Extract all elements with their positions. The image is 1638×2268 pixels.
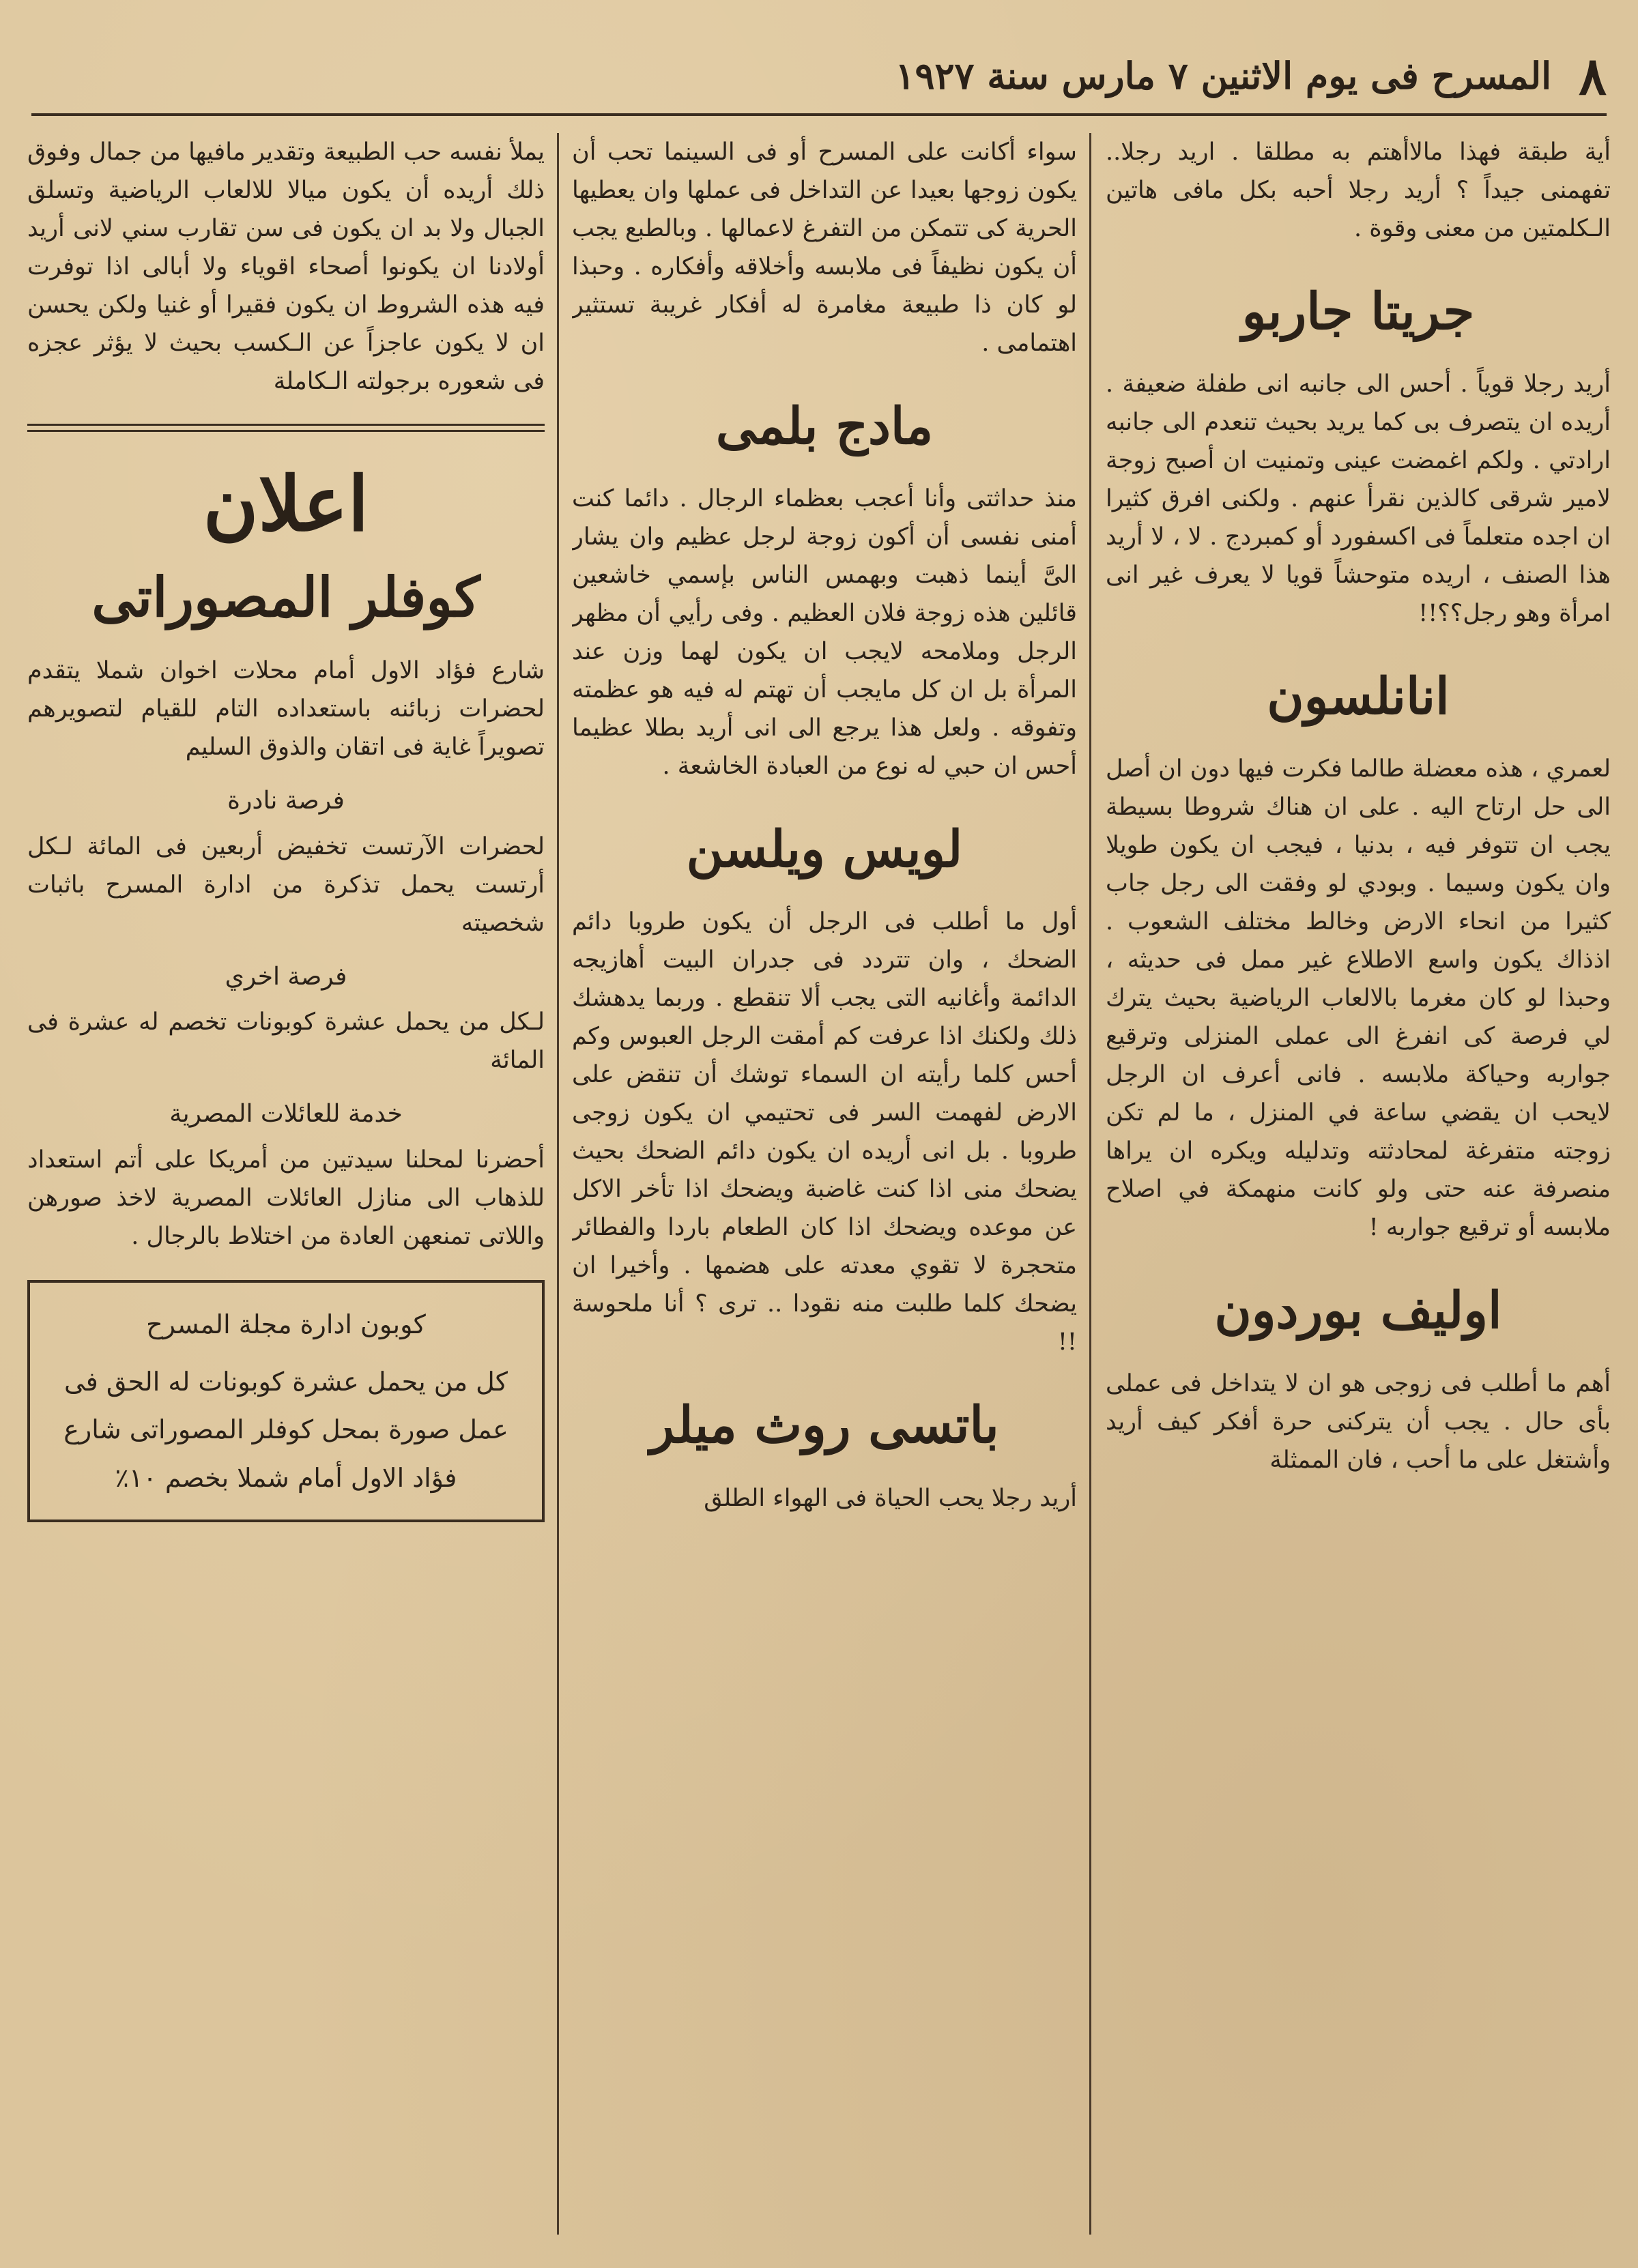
col2-intro: سواء أكانت على المسرح أو فى السينما تحب أن يكون زوجها بعيدا عن التداخل فى عملها وان يعطيها الحرية كى تتمكن من التفرغ لاعمالها . وبالطبع يجب أن يكون نظيفاً فى ملابسه وأخلاقه وأفكاره . وحبذا لو كان ذا طبيعة مغامرة له أفكار غريبة تستثير اهتمامى . — [572, 139, 1077, 357]
column-rule — [1089, 133, 1091, 2235]
section-text-anna-nilsson: لعمري ، هذه معضلة طالما فكرت فيها دون ان أصل الى حل ارتاح اليه . على ان هناك شروطا بسيطة يجب ان تتوفر فيه ، بدنيا ، فيجب ان يكون طويلا وان يكون وسيما . وبودي لو وفقت الى رجل جاب كثيرا من انحاء الارض وخالط مختلف الشعوب . اذذاك يكون واسع الاطلاع غير ممل فى حديثه ، وحبذا لو كان مغرما بالالعاب الرياضية بحيث يترك لي فرصة كى انفرغ الى عملى المنزلى وترقيع جواربه وحياكة ملابسه . فانى أعرف ان الرجل لايحب ان يقضي ساعة في المنزل ، ما لم تكن زوجته متفرغة لمحادثته وتدليله ويكره ان يراها منصرفة عنه حتى ولو كانت منهمكة في اصلاح ملابسه أو ترقيع جواربه ! — [1106, 755, 1611, 1242]
section-text-patsy-ruth-miller: أريد رجلا يحب الحياة فى الهواء الطلق — [704, 1484, 1077, 1512]
section-heading-olive-borden: اوليف بوردون — [1214, 1281, 1502, 1341]
coupon-text: كل من يحمل عشرة كوبونات له الحق فى عمل صورة بمحل كوفلر المصوراتى شارع فؤاد الاول أمام شملا بخصم ١٠٪ — [63, 1367, 508, 1493]
section-heading-anna-nilsson: انانلسون — [1267, 667, 1450, 727]
offer2-text: لـكل من يحمل عشرة كوبونات تخصم له عشرة فى المائة — [27, 1008, 545, 1075]
col1-intro: أية طبقة فهذا مالاأهتم به مطلقا . اريد رجلا.. تفهمنى جيداً ؟ أريد رجلا أحبه بكل مافى هاتين الـكلمتين من معنى وقوة . — [1106, 139, 1611, 242]
service-heading: خدمة للعائلات المصرية — [169, 1100, 403, 1129]
col3-intro: يملأ نفسه حب الطبيعة وتقدير مافيها من جمال وفوق ذلك أريده أن يكون ميالا للالعاب الرياضية وتسلق الجبال ولا بد ان يكون فى سن تقارب سني لانى أريد أولادنا ان يكونوا أصحاء اقوياء ولا أبالى اذا توفرت فيه هذه الشروط ان يكون فقيرا أو غنيا ولكن يحسن ان لا يكون عاجزاً عن الـكسب بحيث لا يؤثر عجزه فى شعوره برجولته الـكاملة — [27, 139, 545, 395]
column-rule — [557, 133, 559, 2235]
section-heading-greta-garbo: جريتا جاربو — [1241, 282, 1475, 341]
coupon-box — [27, 1280, 545, 1522]
ad-address: شارع فؤاد الاول أمام محلات اخوان شملا يتقدم لحضرات زبائنه باستعداده التام للقيام لتصويرهم تصويراً غاية فى اتقان والذوق السليم — [27, 657, 545, 761]
ad-divider — [27, 424, 545, 432]
section-text-olive-borden: أهم ما أطلب فى زوجى هو ان لا يتداخل فى عملى بأى حال . يجب أن يتركنى حرة أفكر كيف أريد وأشتغل على ما أحب ، فان الممثلة — [1106, 1369, 1611, 1474]
offer1-heading: فرصة نادرة — [227, 787, 345, 815]
offer1-text: لحضرات الآرتست تخفيض أربعين فى المائة لـكل أرتست يحمل تذكرة من ادارة المسرح باثبات شخصيته — [27, 832, 545, 937]
column-right — [1106, 133, 1611, 2235]
header-rule — [31, 113, 1607, 116]
section-text-lois-wilson: أول ما أطلب فى الرجل أن يكون طروبا دائم الضحك ، وان تتردد فى جدران البيت أهازيجه الدائمة وأغانيه التى يجب ألا تنقطع . وربما يدهشك ذلك ولكنك اذا عرفت كم أمقت الرجل العبوس وكم أحس كلما رأيته ان السماء توشك أن تنقض على الارض لفهمت السر فى تحتيمي ان يكون زوجى طروبا . بل انى أريده ان يكون دائم الضحك بحيث يضحك منى اذا كنت غاضبة ويضحك اذا تأخر الاكل عن موعده ويضحك اذا كان الطعام باردا والفطائر متحجرة لا تقوي معدته على هضمها . وأخيرا ان يضحك كلما طلبت منه نقودا .. ترى ؟ أنا ملحوسة !! — [572, 908, 1077, 1356]
page-number: ٨ — [1579, 45, 1607, 106]
section-text-madge-bellamy: منذ حداثتى وأنا أعجب بعظماء الرجال . دائما كنت أمنى نفسى أن أكون زوجة لرجل عظيم وان يشار الىَّ أينما ذهبت وبهمس الناس بإسمي خاشعين قائلين هذه زوجة فلان العظيم . وفى رأيي أن مظهر الرجل وملامحه لايجب ان يكون لهما وزن عند المرأة بل ان كل مايجب أن تهتم له فيه هو عظمته وتفوقه . ولعل هذا يرجع الى انى أريد بطلا عظيما أحس ان حبي له نوع من العبادة الخاشعة . — [572, 485, 1077, 781]
column-left — [27, 133, 545, 2235]
column-middle — [572, 133, 1077, 2235]
ad-brand: كوفلر المصوراتى — [91, 565, 480, 629]
coupon-title: كوبون ادارة مجلة المسرح — [146, 1309, 426, 1339]
page-header — [31, 38, 1607, 113]
offer2-heading: فرصة اخري — [225, 962, 347, 991]
section-heading-madge-bellamy: مادج بلمى — [715, 397, 934, 456]
header-title: المسرح فى يوم الاثنين ٧ مارس سنة ١٩٢٧ — [895, 54, 1552, 98]
section-text-greta-garbo: أريد رجلا قوياً . أحس الى جانبه انى طفلة ضعيفة . أريده ان يتصرف بى كما يريد بحيث تنعدم الى جانبه ارادتي . ولكم اغمضت عينى وتمنيت ان أصبح زوجة لامير شرقى كالذين نقرأ عنهم . ولكنى افرق كثيرا ان اجده متعلماً فى اكسفورد أو كمبردج . لا ، لا أريد هذا الصنف ، اريده متوحشاً قويا لا يعرف غير انى امرأة وهو رجل؟؟!! — [1106, 370, 1611, 628]
section-heading-patsy-ruth-miller: باتسى روث ميلر — [650, 1396, 999, 1455]
section-heading-lois-wilson: لويس ويلسن — [686, 820, 963, 879]
ad-title: اعلان — [203, 460, 369, 548]
service-text: أحضرنا لمحلنا سيدتين من أمريكا على أتم استعداد للذهاب الى منازل العائلات المصرية لاخذ صورهن واللاتى تمنعهن العادة من اختلاط بالرجال . — [27, 1146, 545, 1250]
